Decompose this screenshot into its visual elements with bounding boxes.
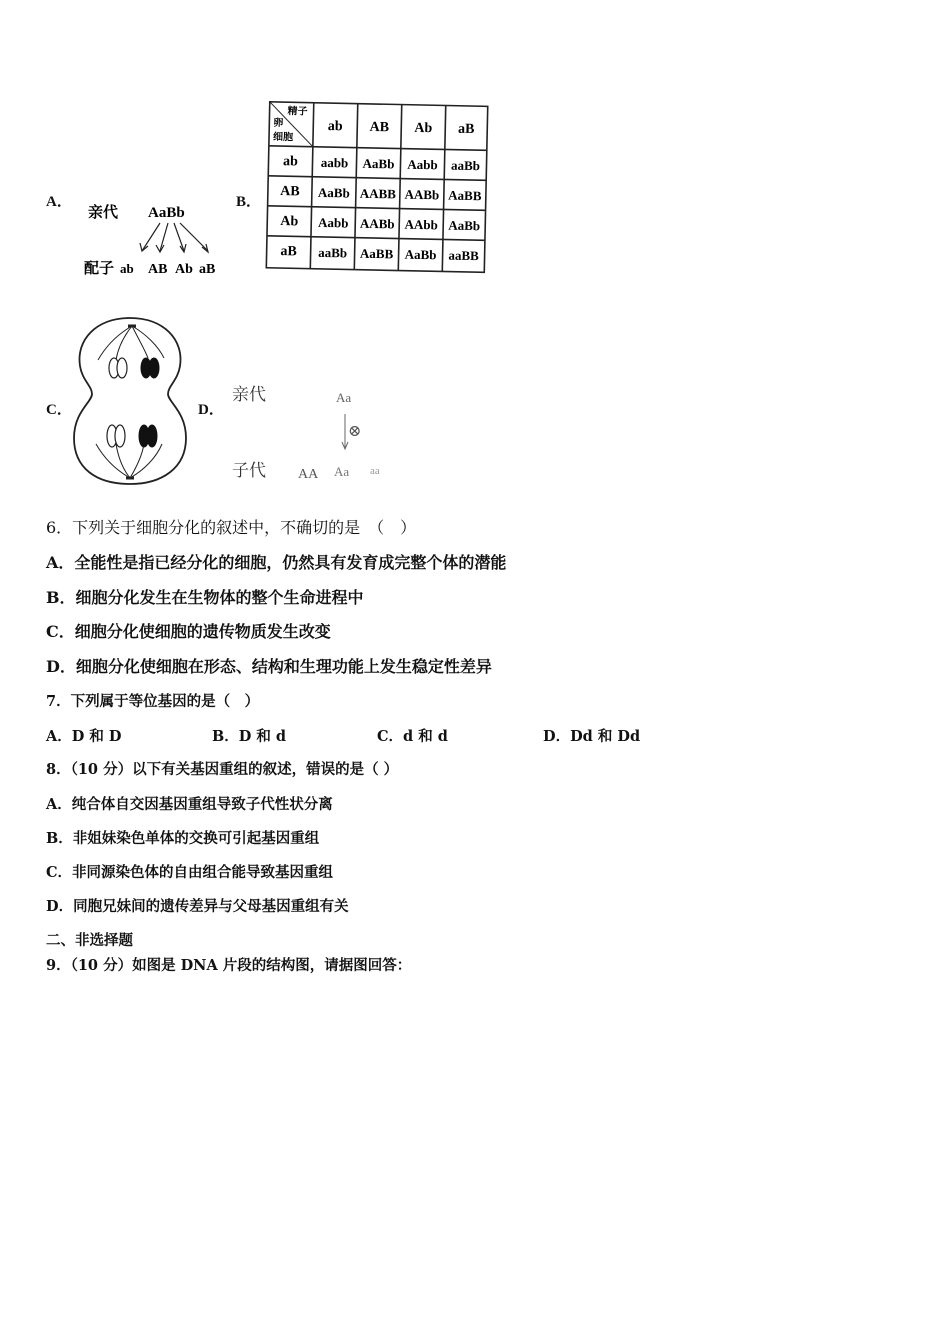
question-6-option-b: B．细胞分化发生在生物体的整个生命进程中 — [46, 588, 364, 607]
col-header: Ab — [414, 120, 433, 137]
gamete-label: 配子 — [84, 261, 115, 277]
cell-membrane — [74, 318, 186, 484]
question-7-option-c: C．d 和 d — [377, 728, 448, 745]
punnett-square — [264, 100, 492, 280]
punnett-cell: Aabb — [317, 214, 349, 231]
col-header: aB — [457, 121, 475, 138]
gamete-item: Ab — [175, 262, 193, 277]
offspring-label: 子代 — [232, 461, 266, 480]
punnett-cell: Aabb — [407, 156, 438, 173]
spindle-fibers-top — [98, 326, 164, 360]
punnett-cell: aaBB — [448, 247, 479, 264]
option-a-letter: A． — [46, 194, 72, 210]
punnett-cell: AAbb — [404, 216, 439, 233]
col-header: AB — [369, 119, 390, 136]
question-6-option-a: A．全能性是指已经分化的细胞，仍然具有发育成完整个体的潜能 — [46, 553, 507, 572]
row-header: aB — [280, 244, 297, 260]
punnett-cell: AaBb — [362, 155, 395, 172]
cell-division-diagram — [68, 312, 192, 490]
parent-label: 亲代 — [88, 205, 119, 221]
option-d-letter: D． — [198, 402, 224, 418]
question-8-option-c: C．非同源染色体的自由组合能导致基因重组 — [46, 864, 334, 881]
corner-sperm: 精子 — [287, 106, 308, 118]
parent-label: 亲代 — [232, 385, 266, 404]
question-7-option-a: A．D 和 D — [46, 728, 122, 745]
row-header: ab — [282, 154, 299, 170]
offspring-genotype: aa — [370, 465, 380, 477]
option-b-letter: B． — [236, 194, 262, 210]
offspring-genotype: Aa — [334, 464, 350, 479]
question-8-option-b: B．非姐妹染色单体的交换可引起基因重组 — [46, 830, 320, 847]
row-header: Ab — [280, 214, 299, 230]
question-7-stem: 7．下列属于等位基因的是（ ） — [46, 693, 260, 710]
punnett-cell: aaBb — [450, 157, 481, 174]
gamete-item: AB — [148, 262, 168, 277]
question-8-option-a: A．纯合体自交因基因重组导致子代性状分离 — [46, 796, 333, 813]
self-cross-diagram — [228, 378, 398, 488]
col-header: ab — [327, 119, 343, 135]
punnett-cell: AaBB — [359, 245, 394, 262]
question-7-option-d: D．Dd 和 Dd — [543, 728, 641, 745]
punnett-cell: aaBb — [318, 244, 348, 261]
gamete-item: ab — [120, 261, 134, 276]
question-6-option-d: D．细胞分化使细胞在形态、结构和生理功能上发生稳定性差异 — [46, 657, 492, 676]
punnett-cell: AABb — [404, 186, 440, 203]
row-header: AB — [280, 184, 300, 200]
question-7-option-b: B．D 和 d — [212, 728, 287, 745]
spindle-fibers-bottom — [96, 444, 162, 478]
offspring-genotype: AA — [298, 467, 319, 482]
option-c-letter: C． — [46, 402, 72, 418]
question-9-stem: 9．（10 分）如图是 DNA 片段的结构图，请据图回答： — [46, 957, 412, 974]
parent-genotype: Aa — [336, 390, 352, 405]
question-8-stem: 8．（10 分）以下有关基因重组的叙述，错误的是（ ） — [46, 761, 399, 778]
gamete-arrows — [140, 223, 208, 252]
corner-cell: 细胞 — [272, 131, 294, 144]
punnett-cell: aabb — [320, 154, 349, 171]
chromosomes-bottom — [107, 425, 157, 447]
parent-genotype: AaBb — [148, 205, 185, 221]
punnett-cell: AaBb — [404, 246, 437, 263]
punnett-cell: AABb — [359, 215, 395, 232]
punnett-cell: AaBb — [448, 217, 481, 234]
chromosomes-top — [109, 358, 159, 378]
section-title: 二、非选择题 — [46, 932, 133, 949]
punnett-cell: AABB — [359, 185, 397, 202]
punnett-cell: AaBb — [317, 184, 350, 201]
question-8-option-d: D．同胞兄妹间的遗传差异与父母基因重组有关 — [46, 898, 349, 915]
gamete-formation-diagram — [80, 195, 230, 285]
punnett-cell: AaBB — [448, 187, 482, 204]
gamete-item: aB — [199, 262, 216, 277]
question-6-option-c: C．细胞分化使细胞的遗传物质发生改变 — [46, 622, 331, 641]
selfing-symbol: ⊗ — [348, 423, 362, 440]
question-6-stem: 6．下列关于细胞分化的叙述中，不确切的是 （ ） — [46, 518, 417, 537]
corner-egg: 卵 — [273, 117, 284, 130]
